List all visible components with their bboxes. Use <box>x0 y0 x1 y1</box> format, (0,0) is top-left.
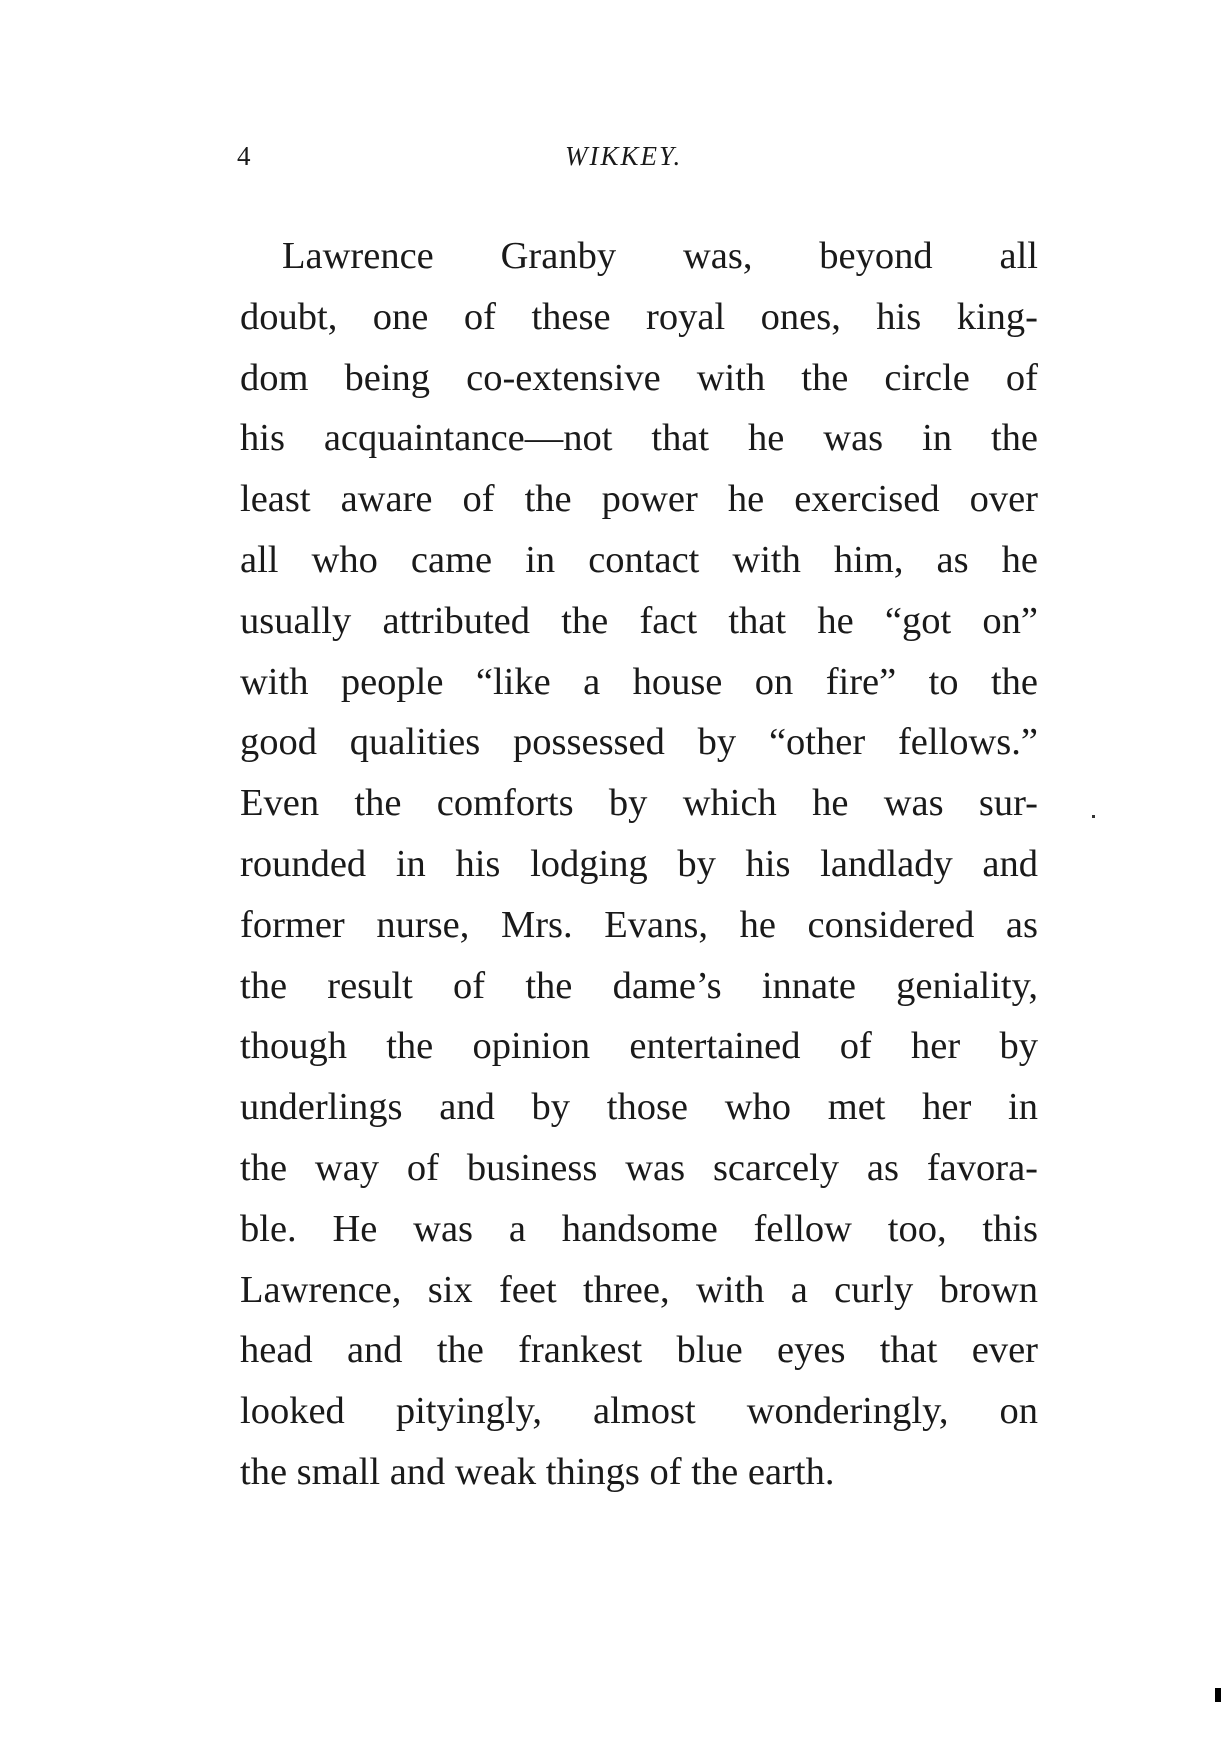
text-line: good qualities possessed by “other fellows.” <box>240 721 1038 764</box>
text-line: Lawrence, six feet three, with a curly brown <box>240 1268 1038 1311</box>
text-line: rounded in his lodging by his landlady and <box>240 842 1038 885</box>
text-line: his acquaintance—not that he was in the <box>240 417 1038 460</box>
text-line: looked pityingly, almost wonderingly, on <box>240 1390 1038 1433</box>
scan-speck <box>1092 815 1095 818</box>
text-line: dom being co-extensive with the circle of <box>240 356 1038 399</box>
text-line: the result of the dame’s innate geniality, <box>240 964 1038 1007</box>
text-line: underlings and by those who met her in <box>240 1086 1038 1129</box>
text-line: Even the comforts by which he was sur- <box>240 782 1038 825</box>
text-line: all who came in contact with him, as he <box>240 538 1038 581</box>
text-line: former nurse, Mrs. Evans, he considered as <box>240 903 1038 946</box>
body-paragraph <box>240 226 1038 1503</box>
text-line: doubt, one of these royal ones, his king- <box>240 295 1038 338</box>
text-line: the small and weak things of the earth. <box>240 1450 835 1493</box>
text-line: though the opinion entertained of her by <box>240 1025 1038 1068</box>
text-line: Lawrence Granby was, beyond all <box>282 235 1038 277</box>
text-line: head and the frankest blue eyes that ever <box>240 1329 1038 1372</box>
scan-speck <box>1215 1688 1221 1702</box>
text-line: usually attributed the fact that he “got on” <box>240 599 1038 642</box>
text-line: ble. He was a handsome fellow too, this <box>240 1207 1038 1250</box>
text-line: with people “like a house on fire” to the <box>240 660 1038 703</box>
text-line: least aware of the power he exercised over <box>240 478 1038 521</box>
text-line: the way of business was scarcely as favora- <box>240 1146 1038 1189</box>
running-head-title: WIKKEY. <box>565 141 683 171</box>
page-number: 4 <box>237 141 251 171</box>
